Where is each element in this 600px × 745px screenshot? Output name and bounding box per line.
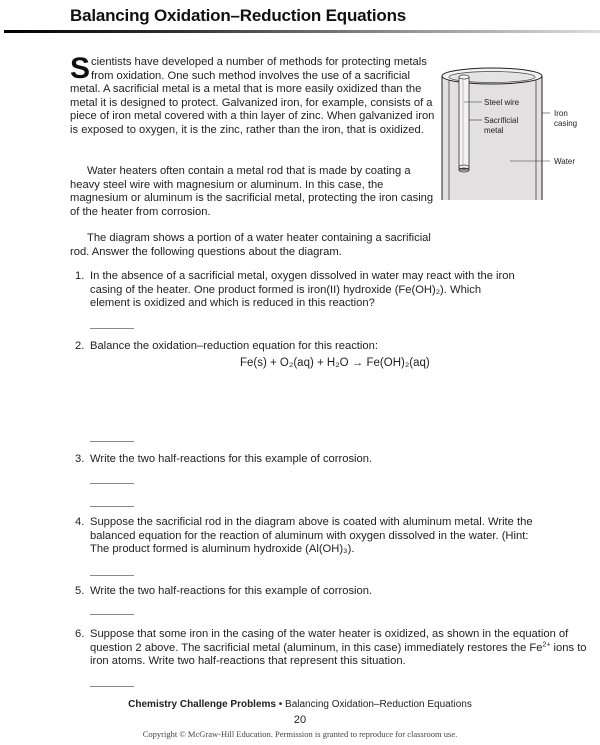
- question-5: [75, 585, 515, 599]
- question-6: [75, 628, 595, 669]
- question-6-text-part-2: ions to iron atoms. Write two half-reactions that represent this situation.: [90, 641, 587, 668]
- intro-text: cientists have developed a number of methods for protecting metals from oxidation. One such method involves the use of a sacrificial metal. A sacrificial metal is a metal that is more easily oxidized than the metal it is designed to protect. Galvanized iron, for example, consists of a piece of iron metal covered with a thin layer of zinc. When galvanized iron is exposed to oxygen, it is the zinc, rather than the iron, that is oxidized.: [70, 56, 435, 136]
- question-number: 2.: [75, 340, 85, 352]
- equation-iron-oxidation: Fe(s) + O₂(aq) + H₂O → Fe(OH)₂(aq): [240, 357, 430, 369]
- question-text: Write the two half-reactions for this example of corrosion.: [90, 453, 373, 465]
- question-number: 4.: [75, 516, 85, 528]
- question-4: [75, 516, 550, 557]
- dropcap: S: [70, 52, 91, 85]
- title-rule: [4, 30, 600, 33]
- charge-superscript: 2+: [542, 640, 551, 648]
- question-number: 5.: [75, 585, 85, 597]
- label-steel-wire: Steel wire: [484, 98, 520, 107]
- copyright-notice: Copyright © McGraw-Hill Education. Permission is granted to reproduce for classroom use.: [142, 729, 458, 739]
- label-sacrificial-metal-2: metal: [484, 126, 504, 135]
- intro-paragraph: [70, 52, 435, 138]
- question-6-text-part-1: Suppose that some iron in the casing of the water heater is oxidized, as shown in the equation of question 2 above. The sacrificial metal (aluminum, in this case) immediately restores the Fe: [90, 628, 569, 654]
- question-3: [75, 453, 515, 467]
- answer-blank-5[interactable]: [90, 614, 134, 615]
- question-text: Write the two half-reactions for this example of corrosion.: [90, 585, 373, 597]
- paragraph-diagram-intro: [70, 232, 450, 259]
- question-text: Balance the oxidation–reduction equation for this reaction:: [90, 340, 378, 352]
- answer-blank-3b[interactable]: [90, 506, 134, 507]
- paragraph-3-text: The diagram shows a portion of a water heater containing a sacrificial rod. Answer the following questions about the diagram.: [70, 232, 431, 258]
- footer-chapter: Balancing Oxidation–Reduction Equations: [285, 699, 472, 710]
- paragraph-water-heaters: [70, 165, 435, 219]
- label-sacrificial-metal-1: Sacrificial: [484, 116, 519, 125]
- footer-title: [0, 699, 600, 710]
- label-iron-casing-2: casing: [554, 119, 578, 128]
- label-iron-casing-1: Iron: [554, 109, 568, 118]
- question-text: Suppose the sacrificial rod in the diagram above is coated with aluminum metal. Write the balanced equation for the reaction of aluminum with oxygen dissolved in the water. (Hint: The product formed is aluminum hydroxide (Al(OH)₃).: [90, 516, 533, 556]
- label-water: Water: [554, 157, 576, 166]
- water-heater-diagram: [440, 40, 600, 200]
- answer-blank-3a[interactable]: [90, 483, 134, 484]
- question-text: [90, 628, 595, 669]
- answer-blank-1[interactable]: [90, 328, 134, 329]
- question-number: 1.: [75, 270, 85, 282]
- question-1: [75, 270, 515, 311]
- question-number: 3.: [75, 453, 85, 465]
- answer-blank-4[interactable]: [90, 575, 134, 576]
- page-number: 20: [293, 714, 307, 726]
- answer-blank-6[interactable]: [90, 686, 134, 687]
- question-2: [75, 340, 515, 354]
- page-title: Balancing Oxidation–Reduction Equations: [70, 6, 407, 25]
- question-text: In the absence of a sacrificial metal, oxygen dissolved in water may react with the iron casing of the heater. One product formed is iron(II) hydroxide (Fe(OH)₂). Which element is oxidized and which is reduced in this reaction?: [90, 270, 515, 310]
- footer-series: Chemistry Challenge Problems: [128, 699, 276, 710]
- question-number: 6.: [75, 628, 85, 640]
- paragraph-2-text: Water heaters often contain a metal rod that is made by coating a heavy steel wire with magnesium or aluminum. In this case, the magnesium or aluminum is the sacrificial metal, protecting the iron casing of the heater from corrosion.: [70, 165, 434, 218]
- answer-blank-2[interactable]: [90, 441, 134, 442]
- footer-separator: •: [275, 699, 286, 710]
